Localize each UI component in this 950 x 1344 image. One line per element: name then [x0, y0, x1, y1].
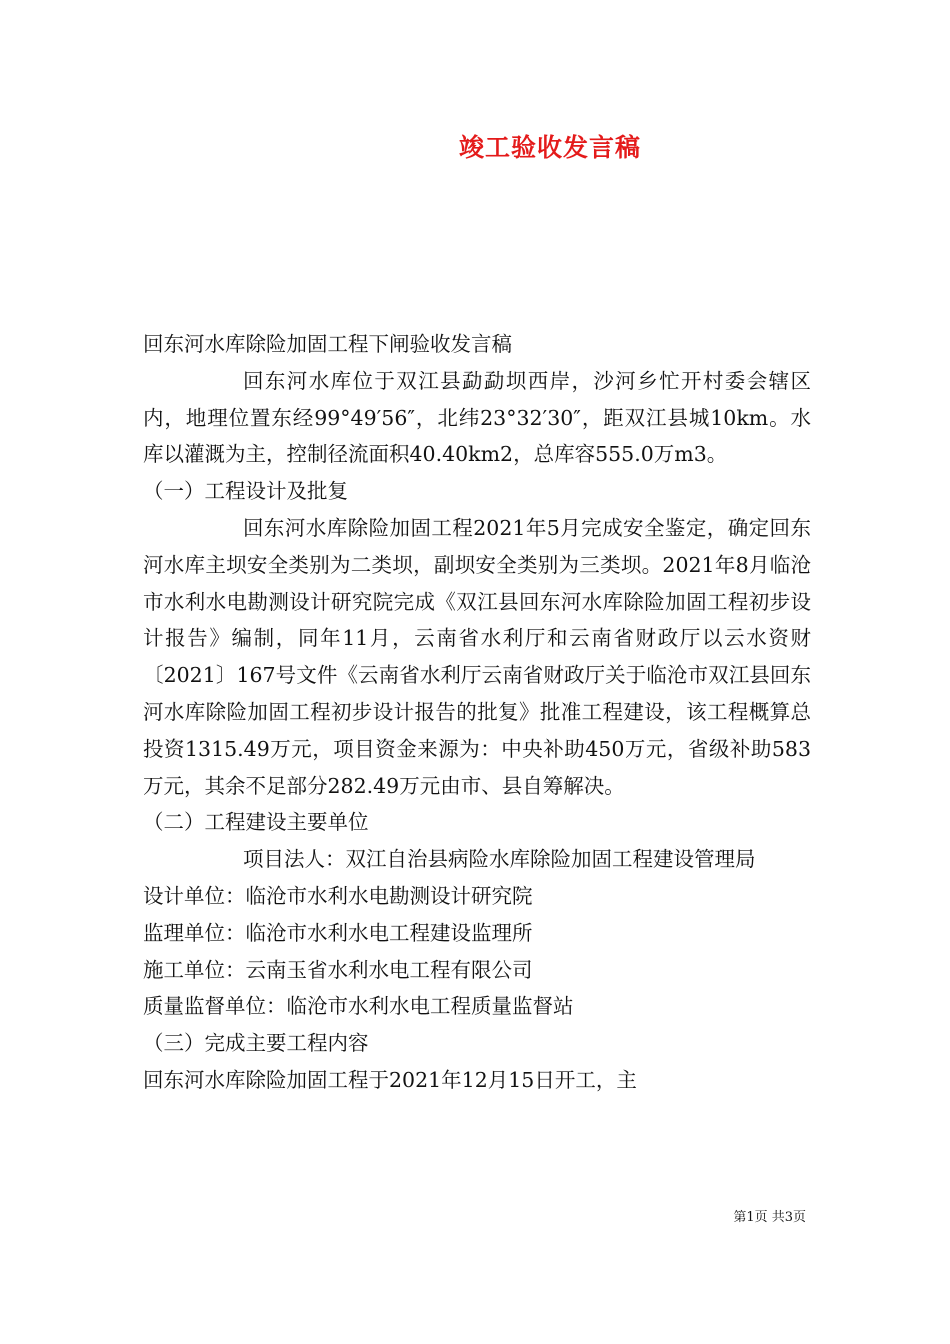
construction-unit-line: 施工单位：云南玉省水利水电工程有限公司: [143, 957, 533, 982]
document-body: [143, 326, 811, 1099]
intro-paragraph: 回东河水库位于双江县勐勐坝西岸，沙河乡忙开村委会辖区内，地理位置东经99°49′56″，北纬23°32′30″，距双江县城10km。水库以灌溉为主，控制径流面积40.40km2，总库容555.0万m3。: [143, 368, 811, 467]
section2-heading: （二）工程建设主要单位: [143, 810, 369, 835]
section1-heading: （一）工程设计及批复: [143, 479, 348, 504]
section3-paragraph: 回东河水库除险加固工程于2021年12月15日开工，主: [143, 1067, 637, 1092]
design-unit-line: 设计单位：临沧市水利水电勘测设计研究院: [143, 883, 533, 908]
quality-unit-line: 质量监督单位：临沧市水利水电工程质量监督站: [143, 994, 574, 1019]
document-subtitle: 回东河水库除险加固工程下闸验收发言稿: [143, 332, 512, 356]
page-number-footer: 第1页 共3页: [733, 1210, 806, 1225]
supervision-unit-line: 监理单位：临沧市水利水电工程建设监理所: [143, 920, 533, 945]
section3-heading: （三）完成主要工程内容: [143, 1031, 369, 1056]
document-title: 竣工验收发言稿: [458, 133, 641, 162]
project-owner-line: 项目法人：双江自治县病险水库除险加固工程建设管理局: [243, 847, 756, 872]
section1-paragraph: 回东河水库除险加固工程2021年5月完成安全鉴定，确定回东河水库主坝安全类别为二类坝，副坝安全类别为三类坝。2021年8月临沧市水利水电勘测设计研究院完成《双江县回东河水库除险加固工程初步设计报告》编制，同年11月，云南省水利厅和云南省财政厅以云水资财〔2021〕167号文件《云南省水利厅云南省财政厅关于临沧市双江县回东河水库除险加固工程初步设计报告的批复》批准工程建设，该工程概算总投资1315.49万元，项目资金来源为：中央补助450万元，省级补助583万元，其余不足部分282.49万元由市、县自筹解决。: [143, 515, 811, 798]
